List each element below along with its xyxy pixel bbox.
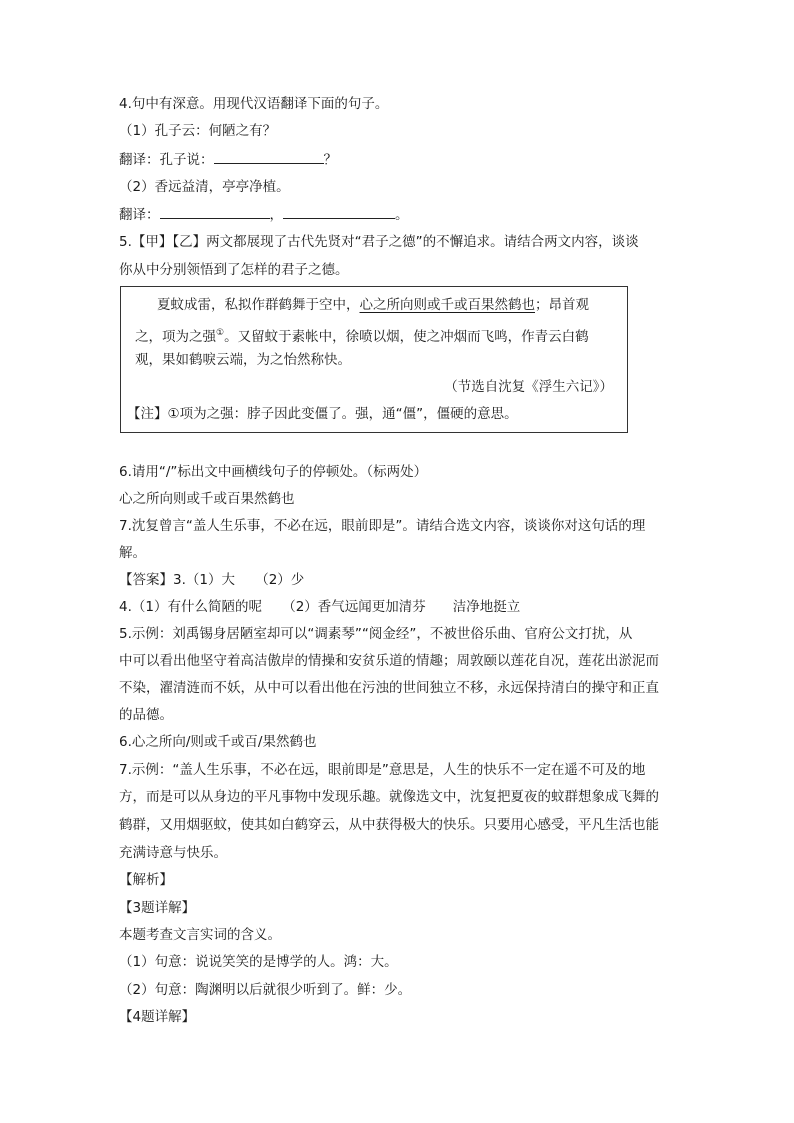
analysis-heading: 【解析】 bbox=[119, 872, 173, 888]
passage-line-2-post: 。又留蚊于素帐中，徐喷以烟，使之冲烟而飞鸣，作青云白鹤 bbox=[224, 329, 589, 345]
underlined-sentence: 心之所向则或千或百果然鹤也 bbox=[359, 297, 535, 313]
answer-blank-1[interactable] bbox=[214, 149, 324, 164]
answer-5-line-1: 5.示例：刘禹锡身居陋室却可以“调素琴”“阅金经”，不被世俗乐曲、官府公文打扰，从 bbox=[119, 626, 633, 642]
answer-blank-3[interactable] bbox=[283, 204, 395, 219]
passage-line-2-pre: 之，项为之强 bbox=[135, 329, 216, 345]
answer-5-line-2: 中可以看出他坚守着高洁傲岸的情操和安贫乐道的情趣；周敦颐以莲花自况，莲花出淤泥而 bbox=[119, 653, 659, 669]
answer-blank-2[interactable] bbox=[160, 204, 270, 219]
translation-2-mid: ， bbox=[269, 207, 283, 223]
passage-line-2 bbox=[135, 323, 589, 347]
passage-line-1-pre: 夏蚊成雷，私拟作群鹤舞于空中， bbox=[157, 297, 360, 313]
answer-4: 4.（1）有什么简陋的呢 （2）香气远闻更加清芬 洁净地挺立 bbox=[119, 599, 521, 615]
question-4-sentence-2: （2）香远益清，亭亭净植。 bbox=[119, 179, 290, 195]
answer-7-line-4: 充满诗意与快乐。 bbox=[119, 845, 227, 861]
passage-note: 【注】①项为之强：脖子因此变僵了。强，通“僵”，僵硬的意思。 bbox=[127, 406, 518, 422]
passage-line-3: 观，果如鹤唳云端，为之怡然称快。 bbox=[135, 352, 351, 368]
analysis-q3-heading: 【3题详解】 bbox=[119, 900, 196, 916]
question-5-line-1: 5.【甲】【乙】两文都展现了古代先贤对“君子之德”的不懈追求。请结合两文内容，谈谈 bbox=[119, 234, 639, 250]
translation-2-prefix: 翻译： bbox=[119, 207, 160, 223]
passage-source: （节选自沈复《浮生六记》） bbox=[444, 379, 613, 395]
question-6-line-2: 心之所向则或千或百果然鹤也 bbox=[119, 491, 295, 507]
answer-5-line-4: 的品德。 bbox=[119, 707, 173, 723]
answer-7-line-2: 方，而是可以从身边的平凡事物中发现乐趣。就像选文中，沈复把夏夜的蚊群想象成飞舞的 bbox=[119, 789, 659, 805]
question-4-sentence-1: （1）孔子云：何陋之有？ bbox=[119, 123, 277, 139]
translation-2-suffix: 。 bbox=[395, 207, 409, 223]
translation-1-prefix: 翻译：孔子说： bbox=[119, 152, 214, 168]
analysis-q4-heading: 【4题详解】 bbox=[119, 1009, 196, 1025]
question-7-line-1: 7.沈复曾言“盖人生乐事，不必在远，眼前即是”。请结合选文内容，谈谈你对这句话的理 bbox=[119, 518, 646, 534]
passage-line-1-post: ；昂首观 bbox=[535, 297, 589, 313]
analysis-q3-intro: 本题考查文言实词的含义。 bbox=[119, 927, 281, 943]
footnote-mark: ① bbox=[216, 328, 225, 338]
answer-7-line-1: 7.示例：“盖人生乐事，不必在远，眼前即是”意思是，人生的快乐不一定在遥不可及的地 bbox=[119, 762, 646, 778]
passage-box bbox=[120, 286, 628, 433]
question-4-translation-1 bbox=[119, 149, 337, 170]
analysis-q3-item-1: （1）句意：说说笑笑的是博学的人。鸿：大。 bbox=[119, 954, 398, 970]
question-7-line-2: 解。 bbox=[119, 545, 146, 561]
answer-5-line-3: 不染，濯清涟而不妖，从中可以看出他在污浊的世间独立不移，永远保持清白的操守和正直 bbox=[119, 680, 659, 696]
translation-1-suffix: ？ bbox=[323, 152, 337, 168]
question-4-title: 4.句中有深意。用现代汉语翻译下面的句子。 bbox=[119, 96, 389, 112]
question-5-line-2: 你从中分别领悟到了怎样的君子之德。 bbox=[119, 262, 349, 278]
analysis-q3-item-2: （2）句意：陶渊明以后就很少听到了。鲜：少。 bbox=[119, 982, 412, 998]
answer-3: 【答案】3.（1）大 （2）少 bbox=[119, 572, 305, 588]
answer-7-line-3: 鹤群，又用烟驱蚊，使其如白鹤穿云，从中获得极大的快乐。只要用心感受，平凡生活也能 bbox=[119, 817, 659, 833]
answer-6: 6.心之所向/则或千或百/果然鹤也 bbox=[119, 734, 317, 750]
question-6-line-1: 6.请用“/”标出文中画横线句子的停顿处。（标两处） bbox=[119, 464, 428, 480]
question-4-translation-2 bbox=[119, 204, 409, 225]
passage-line-1 bbox=[157, 295, 589, 315]
